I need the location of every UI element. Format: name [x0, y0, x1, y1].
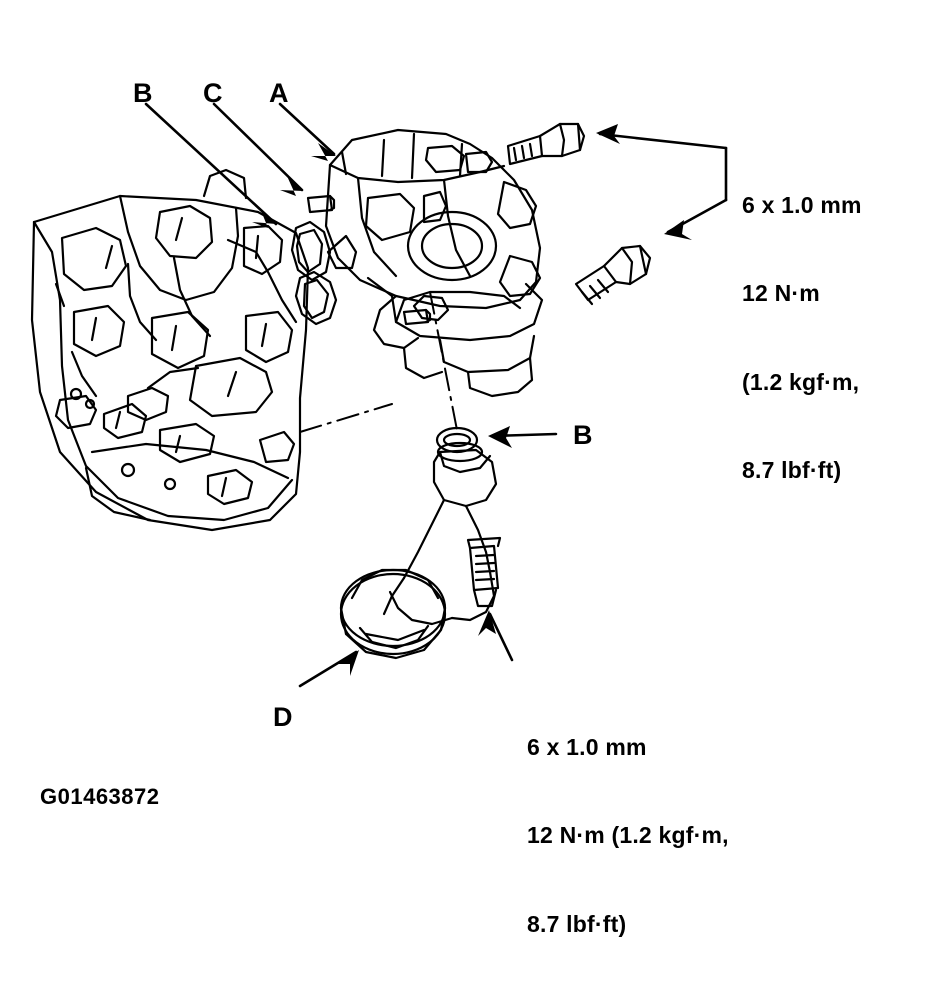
- oil-pump-body: [326, 130, 542, 396]
- callout-a-top: A: [269, 78, 289, 108]
- torque-note-lower-line-2: 12 N·m (1.2 kgf·m,: [527, 822, 729, 849]
- leader-lines: [146, 104, 726, 686]
- callout-d-bottom: D: [273, 702, 293, 732]
- torque-note-lower: [527, 674, 729, 998]
- bolt-upper: [508, 124, 584, 164]
- callout-c-top: C: [203, 78, 223, 108]
- callout-b-top: B: [133, 78, 153, 108]
- torque-note-upper-line-2: 12 N·m: [742, 280, 820, 307]
- torque-note-upper-line-3: (1.2 kgf·m,: [742, 368, 860, 395]
- torque-note-lower-line-3: 8.7 lbf·ft): [527, 910, 627, 937]
- figure-id: G01463872: [40, 784, 160, 809]
- torque-note-upper-line-4: 8.7 lbf·ft): [742, 456, 842, 483]
- callout-b-middle: B: [573, 420, 593, 450]
- arrowheads: [252, 124, 692, 676]
- oil-screen-assembly: [341, 443, 500, 658]
- torque-note-lower-line-1: 6 x 1.0 mm: [527, 733, 647, 760]
- o-ring: [437, 428, 477, 452]
- bolt-lower-right: [576, 246, 650, 304]
- engine-block-illustration: [32, 170, 308, 530]
- torque-note-upper-line-1: 6 x 1.0 mm: [742, 191, 862, 218]
- dowel-pin-upper: [308, 196, 334, 212]
- torque-note-upper: [742, 132, 862, 544]
